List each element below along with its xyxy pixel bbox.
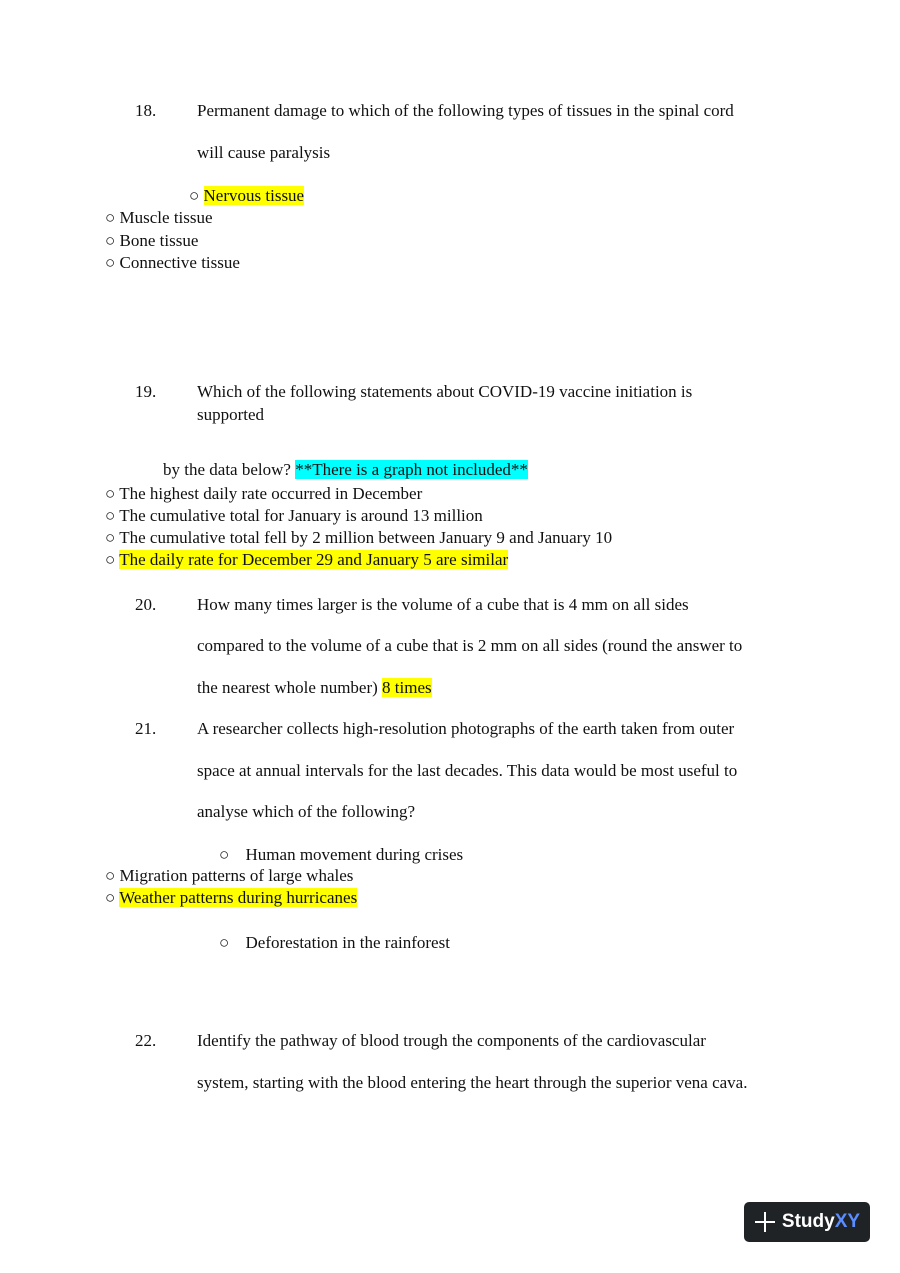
question-text-line: system, starting with the blood entering the heart through the superior vena cava. <box>197 1073 748 1092</box>
option-daily-rate-similar <box>105 550 508 570</box>
question-text-line: analyse which of the following? <box>197 802 416 821</box>
option-weather-patterns <box>105 888 357 908</box>
question-text-line: Which of the following statements about COVID-19 vaccine initiation is <box>197 382 693 401</box>
studyxy-logo[interactable] <box>744 1202 870 1242</box>
bullet-icon: ○ <box>105 888 116 907</box>
graph-missing-note: **There is a graph not included** <box>295 460 528 479</box>
plus-icon <box>754 1211 776 1233</box>
option-text: Weather patterns during hurricanes <box>119 888 358 907</box>
question-number: 21. <box>135 719 157 738</box>
option-text: Bone tissue <box>119 231 199 250</box>
option-highest-daily-rate <box>105 484 422 504</box>
question-text-line: How many times larger is the volume of a cube that is 4 mm on all sides <box>197 595 689 614</box>
option-text: The cumulative total fell by 2 million between January 9 and January 10 <box>119 528 613 547</box>
option-deforestation <box>219 933 450 953</box>
question-text-line: A researcher collects high-resolution photographs of the earth taken from outer <box>197 719 735 738</box>
question-text-line: Identify the pathway of blood trough the components of the cardiovascular <box>197 1031 706 1050</box>
bullet-icon: ○ <box>105 231 116 250</box>
option-muscle-tissue <box>105 208 213 228</box>
answer-text: 8 times <box>382 678 432 697</box>
option-connective-tissue <box>105 253 240 273</box>
question-text-line <box>197 678 432 698</box>
option-text: Connective tissue <box>119 253 240 272</box>
bullet-icon: ○ <box>219 845 230 864</box>
bullet-icon: ○ <box>105 550 116 569</box>
question-number: 22. <box>135 1031 157 1050</box>
option-nervous-tissue <box>189 186 304 206</box>
bullet-icon: ○ <box>105 506 116 525</box>
question-text: the nearest whole number) <box>197 678 383 697</box>
bullet-icon: ○ <box>105 866 116 885</box>
option-text: Muscle tissue <box>119 208 213 227</box>
question-text: by the data below? <box>163 460 296 479</box>
option-text: Migration patterns of large whales <box>119 866 354 885</box>
option-text: The highest daily rate occurred in December <box>119 484 423 503</box>
brand-name: Study <box>781 1210 835 1232</box>
bullet-icon: ○ <box>105 528 116 547</box>
bullet-icon: ○ <box>219 933 230 952</box>
question-text-line: space at annual intervals for the last decades. This data would be most useful to <box>197 761 738 780</box>
option-text: Human movement during crises <box>245 845 464 864</box>
option-migration-patterns <box>105 866 353 886</box>
option-text: Nervous tissue <box>203 186 305 205</box>
question-text-line <box>163 460 528 480</box>
question-text-line: Permanent damage to which of the following types of tissues in the spinal cord <box>197 101 734 120</box>
bullet-icon: ○ <box>189 186 200 205</box>
option-text: The daily rate for December 29 and January 5 are similar <box>119 550 509 569</box>
bullet-icon: ○ <box>105 253 116 272</box>
option-bone-tissue <box>105 231 198 251</box>
option-text: The cumulative total for January is around 13 million <box>119 506 483 525</box>
brand-accent: XY <box>834 1210 861 1232</box>
question-number: 19. <box>135 382 157 401</box>
bullet-icon: ○ <box>105 484 116 503</box>
question-text-line: will cause paralysis <box>197 143 331 162</box>
option-text: Deforestation in the rainforest <box>245 933 450 952</box>
option-human-movement <box>219 845 463 865</box>
option-cumulative-total-fell <box>105 528 612 548</box>
question-text-line: compared to the volume of a cube that is 2 mm on all sides (round the answer to <box>197 636 743 655</box>
option-cumulative-total-january <box>105 506 483 526</box>
question-text-line: supported <box>197 405 265 424</box>
question-number: 18. <box>135 101 157 120</box>
bullet-icon: ○ <box>105 208 116 227</box>
question-number: 20. <box>135 595 157 614</box>
